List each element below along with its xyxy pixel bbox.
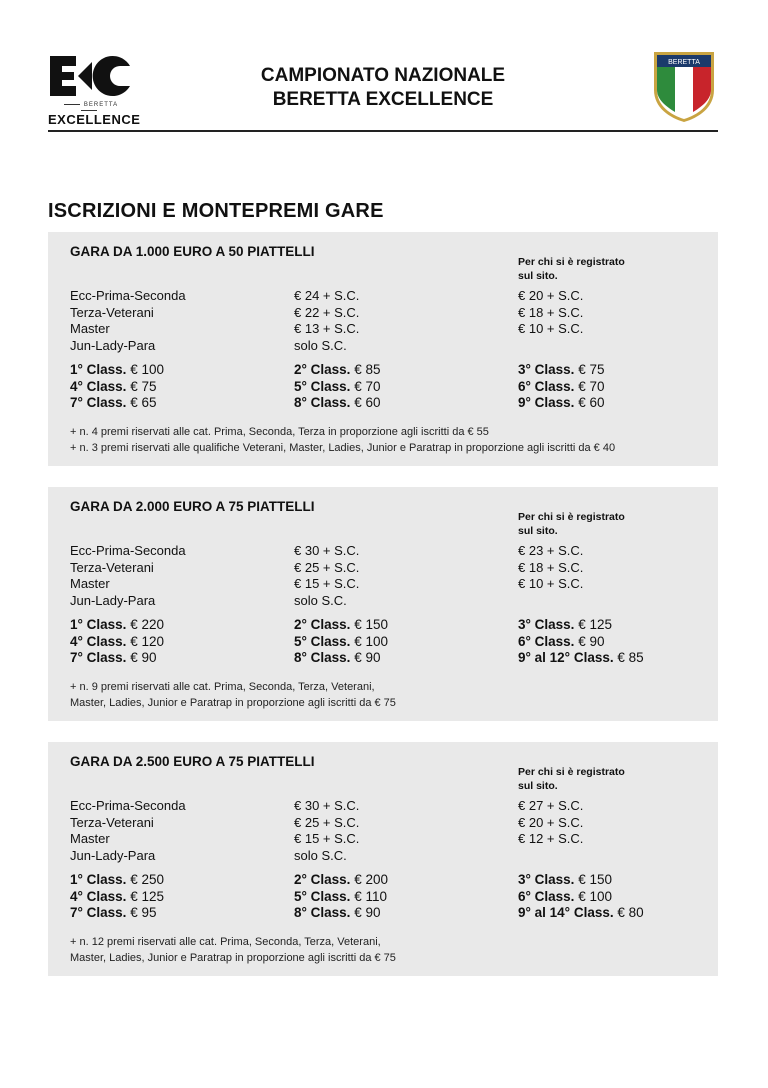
prize-label: 4° Class. — [70, 888, 127, 904]
note-line: + n. 9 premi riservati alle cat. Prima, Seconda, Terza, Veterani, — [70, 681, 375, 693]
prize-label: 9° al 14° Class. — [518, 905, 614, 920]
fee-category: Master — [70, 576, 110, 591]
fee-amount: € 22 + S.C. — [294, 304, 360, 320]
fee-row — [70, 338, 710, 355]
prize-row — [70, 634, 710, 651]
registered-note — [518, 255, 658, 283]
prize-amount: € 150 — [354, 617, 388, 632]
fee-amount: € 30 + S.C. — [294, 543, 360, 558]
prize-amount: € 85 — [617, 650, 644, 665]
fee-amount: € 15 + S.C. — [294, 576, 360, 591]
prize-row — [70, 872, 710, 889]
prize-label: 4° Class. — [70, 378, 127, 394]
prize-label: 8° Class. — [294, 395, 351, 410]
fee-registered: € 10 + S.C. — [518, 321, 584, 336]
prize-table — [70, 617, 710, 667]
prize-cell — [294, 650, 380, 667]
fee-category: Terza-Veterani — [70, 814, 154, 830]
fee-category: Master — [70, 831, 110, 846]
fee-category: Jun-Lady-Para — [70, 337, 156, 353]
prize-amount: € 125 — [578, 617, 612, 632]
prize-amount: € 95 — [130, 905, 157, 920]
fee-category: Terza-Veterani — [70, 559, 154, 575]
prize-label: 6° Class. — [518, 888, 575, 904]
prize-amount: € 80 — [617, 905, 644, 920]
prize-row — [70, 617, 710, 634]
prize-cell — [518, 379, 604, 396]
fee-table — [70, 798, 710, 864]
fee-row — [70, 288, 710, 305]
prize-label: 1° Class. — [70, 617, 127, 632]
italian-flag-shield-icon — [652, 50, 716, 124]
fee-amount: solo S.C. — [294, 592, 347, 608]
prize-cell — [294, 889, 387, 906]
prize-cell — [294, 379, 380, 396]
fee-row — [70, 576, 710, 593]
fee-row — [70, 593, 710, 610]
prize-cell — [70, 905, 156, 922]
fee-row — [70, 560, 710, 577]
prize-amount: € 120 — [130, 633, 164, 649]
fee-row — [70, 798, 710, 815]
registered-note — [518, 765, 658, 793]
race-card-1000 — [48, 232, 718, 466]
prize-amount: € 90 — [354, 650, 381, 665]
fee-category: Terza-Veterani — [70, 304, 154, 320]
prize-amount: € 60 — [578, 395, 605, 410]
prize-label: 1° Class. — [70, 362, 127, 377]
fee-amount: € 24 + S.C. — [294, 288, 360, 303]
prize-cell — [70, 634, 164, 651]
fee-category: Jun-Lady-Para — [70, 847, 156, 863]
prize-amount: € 90 — [354, 905, 381, 920]
fee-registered: € 18 + S.C. — [518, 559, 584, 575]
race-card-2000 — [48, 487, 718, 721]
prize-cell — [70, 617, 164, 634]
fee-category: Ecc-Prima-Seconda — [70, 288, 186, 303]
card-title: GARA DA 1.000 EURO A 50 PIATTELLI — [70, 244, 315, 259]
registered-note — [518, 510, 658, 538]
prize-cell — [518, 634, 604, 651]
registered-note-line: sul sito. — [518, 525, 558, 537]
prize-label: 4° Class. — [70, 633, 127, 649]
prize-cell — [294, 617, 388, 634]
logo-brand-line: BERETTA — [54, 102, 124, 114]
prize-label: 5° Class. — [294, 888, 351, 904]
registered-note-line: sul sito. — [518, 270, 558, 282]
prize-label: 8° Class. — [294, 905, 351, 920]
fee-category: Master — [70, 321, 110, 336]
prize-cell — [518, 905, 644, 922]
prize-label: 9° Class. — [518, 395, 575, 410]
prize-row — [70, 395, 710, 412]
prize-cell — [294, 362, 380, 379]
prize-amount: € 90 — [578, 633, 605, 649]
card-title: GARA DA 2.000 EURO A 75 PIATTELLI — [70, 499, 315, 514]
fee-registered: € 10 + S.C. — [518, 576, 584, 591]
fee-row — [70, 848, 710, 865]
registered-note-line: Per chi si è registrato — [518, 256, 625, 268]
beretta-excellence-logo — [48, 54, 141, 127]
fee-amount: € 30 + S.C. — [294, 798, 360, 813]
prize-label: 1° Class. — [70, 872, 127, 887]
prize-amount: € 75 — [130, 378, 157, 394]
prize-table — [70, 362, 710, 412]
fee-amount: € 13 + S.C. — [294, 321, 360, 336]
prize-amount: € 65 — [130, 395, 157, 410]
prize-cell — [294, 634, 388, 651]
title-line-1: CAMPIONATO NAZIONALE — [260, 65, 506, 86]
fee-amount: € 25 + S.C. — [294, 814, 360, 830]
page-header — [48, 48, 718, 132]
prize-cell — [518, 650, 644, 667]
registered-note-line: Per chi si è registrato — [518, 511, 625, 523]
prize-amount: € 100 — [578, 888, 612, 904]
prize-amount: € 125 — [130, 888, 164, 904]
prize-cell — [518, 872, 612, 889]
fee-registered: € 20 + S.C. — [518, 814, 584, 830]
prize-label: 5° Class. — [294, 378, 351, 394]
prize-cell — [518, 889, 612, 906]
prize-amount: € 110 — [354, 888, 387, 904]
prize-label: 9° al 12° Class. — [518, 650, 614, 665]
fee-amount: solo S.C. — [294, 847, 347, 863]
prize-amount: € 70 — [354, 378, 381, 394]
page-title — [228, 64, 538, 112]
fee-registered: € 12 + S.C. — [518, 831, 584, 846]
fee-category: Ecc-Prima-Seconda — [70, 543, 186, 558]
fee-registered: € 18 + S.C. — [518, 304, 584, 320]
prize-amount: € 75 — [578, 362, 605, 377]
section-title: ISCRIZIONI E MONTEPREMI GARE — [48, 200, 384, 222]
prize-amount: € 60 — [354, 395, 381, 410]
prize-row — [70, 650, 710, 667]
prize-amount: € 200 — [354, 872, 388, 887]
registered-note-line: sul sito. — [518, 780, 558, 792]
prize-amount: € 250 — [130, 872, 164, 887]
title-line-2: BERETTA EXCELLENCE — [272, 89, 494, 110]
shield-label: BERETTA — [668, 59, 700, 66]
prize-amount: € 220 — [130, 617, 164, 632]
prize-label: 2° Class. — [294, 872, 351, 887]
prize-label: 7° Class. — [70, 905, 127, 920]
prize-label: 3° Class. — [518, 872, 575, 887]
prize-row — [70, 362, 710, 379]
prize-cell — [70, 379, 156, 396]
fee-row — [70, 305, 710, 322]
prize-label: 5° Class. — [294, 633, 351, 649]
fee-registered: € 27 + S.C. — [518, 798, 584, 813]
fee-amount: solo S.C. — [294, 337, 347, 353]
fee-amount: € 15 + S.C. — [294, 831, 360, 846]
prize-label: 7° Class. — [70, 650, 127, 665]
fee-registered: € 23 + S.C. — [518, 543, 584, 558]
fee-row — [70, 543, 710, 560]
fee-table — [70, 543, 710, 609]
fee-amount: € 25 + S.C. — [294, 559, 360, 575]
fee-category: Jun-Lady-Para — [70, 592, 156, 608]
card-notes — [70, 679, 710, 711]
prize-row — [70, 379, 710, 396]
prize-label: 3° Class. — [518, 617, 575, 632]
prize-cell — [70, 650, 156, 667]
prize-label: 2° Class. — [294, 362, 351, 377]
note-line: + n. 4 premi riservati alle cat. Prima, Seconda, Terza in proporzione agli iscritti da € 55 — [70, 426, 489, 438]
race-card-2500 — [48, 742, 718, 976]
prize-label: 2° Class. — [294, 617, 351, 632]
prize-label: 8° Class. — [294, 650, 351, 665]
prize-cell — [70, 889, 164, 906]
prize-label: 6° Class. — [518, 378, 575, 394]
prize-amount: € 85 — [354, 362, 381, 377]
prize-amount: € 90 — [130, 650, 157, 665]
fee-row — [70, 831, 710, 848]
prize-cell — [70, 362, 164, 379]
prize-amount: € 100 — [354, 633, 388, 649]
fee-table — [70, 288, 710, 354]
prize-cell — [518, 395, 604, 412]
prize-amount: € 100 — [130, 362, 164, 377]
prize-label: 6° Class. — [518, 633, 575, 649]
prize-table — [70, 872, 710, 922]
note-line: + n. 3 premi riservati alle qualifiche Veterani, Master, Ladies, Junior e Paratrap in proporzione agli iscritti da € 40 — [70, 442, 616, 454]
prize-cell — [294, 872, 388, 889]
prize-amount: € 150 — [578, 872, 612, 887]
prize-cell — [70, 395, 156, 412]
card-notes — [70, 424, 710, 456]
registered-note-line: Per chi si è registrato — [518, 766, 625, 778]
fee-row — [70, 321, 710, 338]
fee-row — [70, 815, 710, 832]
prize-cell — [518, 617, 612, 634]
ec-logo-icon — [48, 54, 132, 100]
fee-registered: € 20 + S.C. — [518, 288, 584, 303]
prize-cell — [294, 395, 380, 412]
note-line: + n. 12 premi riservati alle cat. Prima, Seconda, Terza, Veterani, — [70, 936, 381, 948]
prize-row — [70, 905, 710, 922]
fee-category: Ecc-Prima-Seconda — [70, 798, 186, 813]
prize-cell — [70, 872, 164, 889]
card-title: GARA DA 2.500 EURO A 75 PIATTELLI — [70, 754, 315, 769]
prize-cell — [518, 362, 604, 379]
prize-row — [70, 889, 710, 906]
prize-amount: € 70 — [578, 378, 605, 394]
note-line: Master, Ladies, Junior e Paratrap in proporzione agli iscritti da € 75 — [70, 952, 396, 964]
prize-cell — [294, 905, 380, 922]
note-line: Master, Ladies, Junior e Paratrap in proporzione agli iscritti da € 75 — [70, 697, 396, 709]
prize-label: 7° Class. — [70, 395, 127, 410]
logo-wordmark: EXCELLENCE — [48, 112, 141, 127]
prize-label: 3° Class. — [518, 362, 575, 377]
card-notes — [70, 934, 710, 966]
